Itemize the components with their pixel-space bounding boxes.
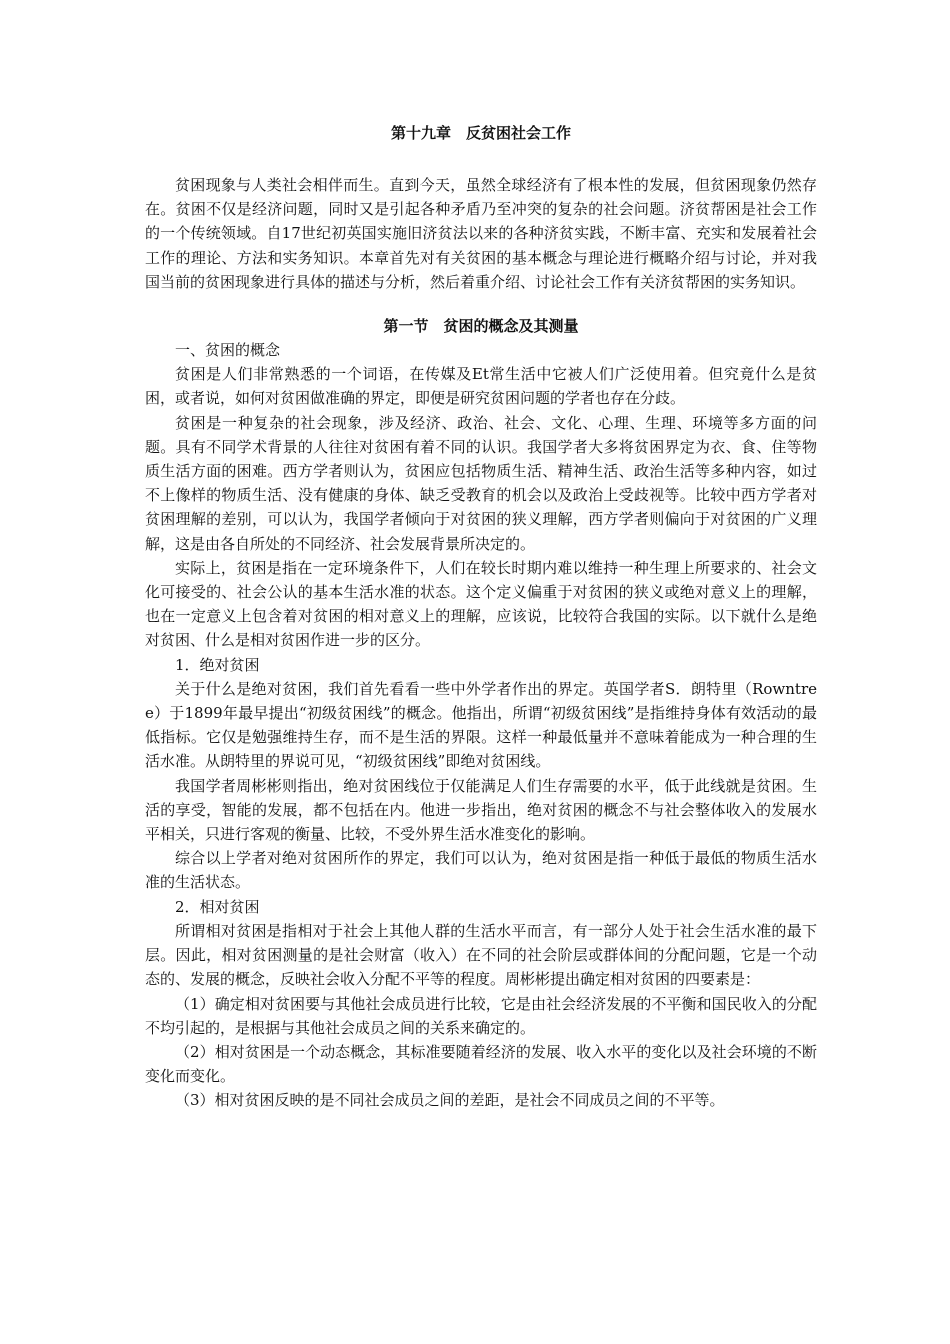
document-page <box>145 121 817 1113</box>
subheading-absolute-poverty: 1．绝对贫困 <box>175 655 260 674</box>
paragraph-5: 我国学者周彬彬则指出，绝对贫困线位于仅能满足人们生存需要的水平，低于此线就是贫困。生活的享受，智能的发展，都不包括在内。他进一步指出，绝对贫困的概念不与社会整体收入的发展水平相关，只进行客观的衡量、比较，不受外界生活水准变化的影响。 <box>145 776 817 844</box>
paragraph-6: 综合以上学者对绝对贫困所作的界定，我们可以认为，绝对贫困是指一种低于最低的物质生活水准的生活状态。 <box>145 849 817 892</box>
paragraph-3: 实际上，贫困是指在一定环境条件下，人们在较长时期内难以维持一种生理上所要求的、社会文化可接受的、社会公认的基本生活水准的状态。这个定义偏重于对贫困的狭义或绝对意义上的理解，也在一定意义上包含着对贫困的相对意义上的理解，应该说，比较符合我国的实际。以下就什么是绝对贫困、什么是相对贫困作进一步的区分。 <box>145 558 817 650</box>
chapter-title: 第十九章 反贫困社会工作 <box>390 124 571 142</box>
paragraph-4: 关于什么是绝对贫困，我们首先看看一些中外学者作出的界定。英国学者S．朗特里（Rowntree）于1899年最早提出“初级贫困线”的概念。他指出，所谓“初级贫困线”是指维持身体有效活动的最低指标。它仅是勉强维持生存，而不是生活的界限。这样一种最低量并不意味着能成为一种合理的生活水准。从朗特里的界说可见，“初级贫困线”即绝对贫困线。 <box>145 679 817 771</box>
paragraph-2: 贫困是一种复杂的社会现象，涉及经济、政治、社会、文化、心理、生理、环境等多方面的问题。具有不同学术背景的人往往对贫困有着不同的认识。我国学者大多将贫困界定为衣、食、住等物质生活方面的困难。西方学者则认为，贫困应包括物质生活、精神生活、政治生活等多种内容，如过不上像样的物质生活、没有健康的身体、缺乏受教育的机会以及政治上受歧视等。比较中西方学者对贫困理解的差别，可以认为，我国学者倾向于对贫困的狭义理解，西方学者则偏向于对贫困的广义理解，这是由各自所处的不同经济、社会发展背景所决定的。 <box>145 413 817 553</box>
list-item-2: （2）相对贫困是一个动态概念，其标准要随着经济的发展、收入水平的变化以及社会环境的不断变化而变化。 <box>145 1042 817 1086</box>
list-item-1: （1）确定相对贫困要与其他社会成员进行比较，它是由社会经济发展的不平衡和国民收入的分配不均引起的，是根据与其他社会成员之间的关系来确定的。 <box>145 994 817 1037</box>
subheading-relative-poverty: 2．相对贫困 <box>175 897 260 916</box>
paragraph-7: 所谓相对贫困是指相对于社会上其他人群的生活水平而言，有一部分人处于社会生活水准的最下层。因此，相对贫困测量的是社会财富（收入）在不同的社会阶层或群体间的分配问题，它是一个动态的、发展的概念，反映社会收入分配不平等的程度。周彬彬提出确定相对贫困的四要素是： <box>145 921 817 989</box>
section-title: 第一节 贫困的概念及其测量 <box>383 317 579 336</box>
paragraph-1: 贫困是人们非常熟悉的一个词语，在传媒及Et常生活中它被人们广泛使用着。但究竟什么是贫困，或者说，如何对贫困做准确的界定，即便是研究贫困问题的学者也存在分歧。 <box>145 365 817 408</box>
list-item-3: （3）相对贫困反映的是不同社会成员之间的差距，是社会不同成员之间的不平等。 <box>175 1091 725 1110</box>
intro-paragraph: 贫困现象与人类社会相伴而生。直到今天，虽然全球经济有了根本性的发展，但贫困现象仍然存在。贫困不仅是经济问题，同时又是引起各种矛盾乃至冲突的复杂的社会问题。济贫帮困是社会工作的一个传统领域。自17世纪初英国实施旧济贫法以来的各种济贫实践，不断丰富、充实和发展着社会工作的理论、方法和实务知识。本章首先对有关贫困的基本概念与理论进行概略介绍与讨论，并对我国当前的贫困现象进行具体的描述与分析，然后着重介绍、讨论社会工作有关济贫帮困的实务知识。 <box>145 176 817 291</box>
subheading-concept: 一、贫困的概念 <box>175 341 281 360</box>
